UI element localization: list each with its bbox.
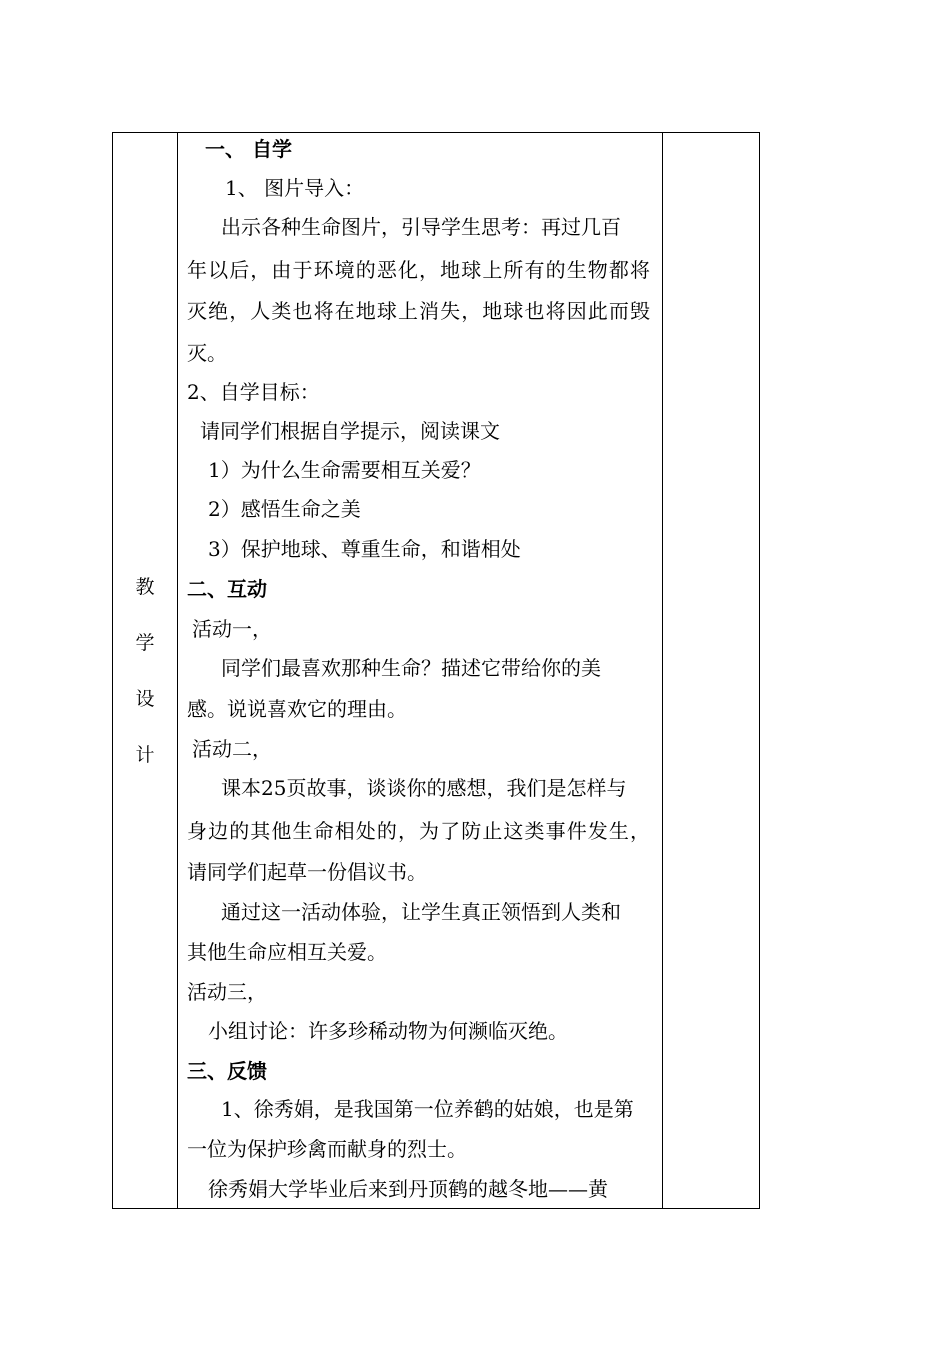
list-item: 1）为什么生命需要相互关爱？	[208, 458, 481, 482]
text-line: 同学们最喜欢那种生命？描述它带给你的美	[221, 656, 601, 680]
activity-label: 活动三，	[187, 980, 267, 1004]
heading-interaction: 二、互动	[187, 577, 267, 601]
label-char: 设	[135, 687, 155, 710]
text-line: 请同学们根据自学提示，阅读课文	[200, 419, 500, 443]
section-label	[113, 559, 177, 783]
activity-label: 活动一，	[192, 617, 272, 641]
table-row	[113, 133, 760, 1209]
text-line: 2、自学目标：	[187, 380, 320, 404]
text-line: 灭 绝 ， 人 类 也 将 在 地 球 上 消 失 ， 地 球 也 将 因 此 而 毁	[187, 299, 650, 323]
text-line: 年 以 后 ， 由 于 环 境 的 恶 化 ， 地 球 上 所 有 的 生 物 都 将	[187, 258, 650, 282]
text-line: 课本25页故事，谈谈你的感想，我们是怎样与	[221, 776, 627, 800]
text-line: 出示各种生命图片，引导学生思考：再过几百	[221, 215, 621, 239]
text-line: 1、徐秀娟，是我国第一位养鹤的姑娘，也是第	[221, 1097, 634, 1121]
heading-self-study: 一、 自学	[205, 137, 292, 161]
activity-label: 活动二，	[192, 737, 272, 761]
text-line: 小组讨论：许多珍稀动物为何濒临灭绝。	[208, 1019, 568, 1043]
list-item: 2）感悟生命之美	[208, 497, 361, 521]
label-char: 计	[135, 743, 155, 766]
text-line: 其他生命应相互关爱。	[187, 940, 387, 964]
label-char: 教	[135, 575, 155, 598]
text-line: 通过这一活动体验，让学生真正领悟到人类和	[221, 900, 621, 924]
section-label-cell	[113, 133, 178, 1209]
label-char: 学	[135, 631, 155, 654]
lesson-plan-table	[112, 132, 760, 1209]
notes-cell	[663, 133, 760, 1209]
list-item: 3）保护地球、尊重生命，和谐相处	[208, 537, 521, 561]
text-line: 感。说说喜欢它的理由。	[187, 697, 407, 721]
content-body	[178, 133, 662, 1208]
text-line: 一位为保护珍禽而献身的烈士。	[187, 1137, 467, 1161]
text-line: 身 边 的 其 他 生 命 相 处 的 ， 为 了 防 止 这 类 事 件 发 生 ，	[187, 819, 650, 843]
text-line: 1、 图片导入：	[225, 176, 365, 200]
text-line: 请同学们起草一份倡议书。	[187, 860, 427, 884]
text-line: 灭。	[187, 341, 227, 365]
content-cell	[178, 133, 663, 1209]
text-line: 徐秀娟大学毕业后来到丹顶鹤的越冬地——黄	[208, 1177, 608, 1201]
heading-feedback: 三、反馈	[187, 1059, 267, 1083]
